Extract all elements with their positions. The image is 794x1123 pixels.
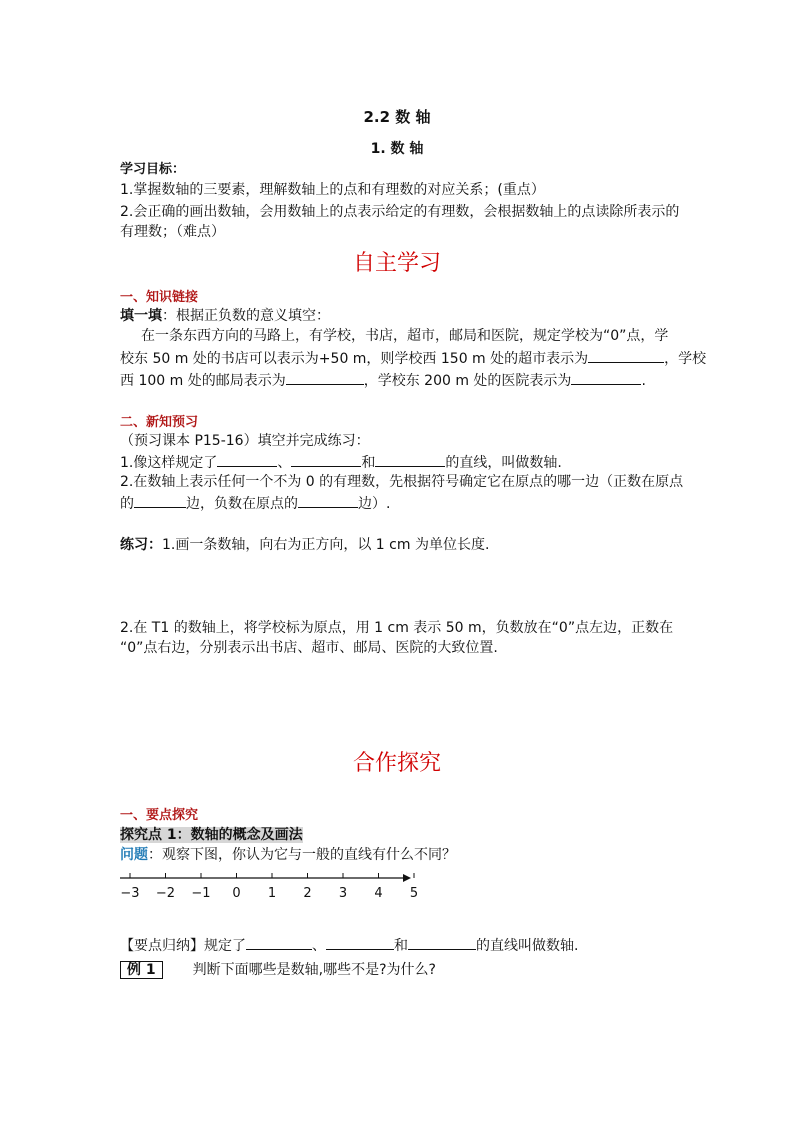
exercise-text: 1.画一条数轴，向右为正方向，以 1 cm 为单位长度. (162, 537, 490, 553)
answer-blank[interactable] (134, 493, 186, 508)
exercise-label: 练习： (120, 537, 162, 553)
question-text: 的直线，叫做数轴. (445, 455, 562, 471)
fill-prompt: ：根据正负数的意义填空： (162, 308, 330, 324)
axis-tick-label: 1 (267, 886, 277, 901)
answer-blank[interactable] (571, 370, 641, 385)
objective-1: 1.掌握数轴的三要素，理解数轴上的点和有理数的对应关系；(重点） (120, 182, 545, 198)
page-title: 2.2 数 轴 (363, 108, 431, 126)
part-title-knowledge-link: 一、知识链接 (120, 290, 199, 305)
answer-blank[interactable] (217, 452, 277, 467)
paragraph-line-2 (120, 348, 706, 369)
example-1 (120, 960, 436, 980)
question-text: 的 (120, 496, 134, 512)
preview-question-2-line-2 (120, 493, 390, 514)
fill-label: 填一填 (120, 308, 162, 324)
preview-question-1 (120, 452, 562, 473)
key-summary (120, 935, 578, 956)
axis-tick-label: 2 (303, 886, 312, 901)
answer-blank[interactable] (588, 348, 664, 363)
question-text: 边）. (358, 496, 391, 512)
question-text: ：观察下图，你认为它与一般的直线有什么不同？ (148, 847, 456, 863)
answer-blank[interactable] (408, 935, 476, 950)
question-text: 1.像这样规定了 (120, 455, 218, 471)
objective-2-line-1: 2.会正确的画出数轴，会用数轴上的点表示给定的有理数，会根据数轴上的点读除所表示的 (120, 204, 680, 220)
section-heading-cooperative: 合作探究 (352, 751, 441, 776)
section-heading-self-study: 自主学习 (352, 251, 441, 276)
answer-blank[interactable] (286, 370, 364, 385)
objectives-label: 学习目标： (120, 162, 186, 177)
preview-question-2-line-1: 2.在数轴上表示任何一个不为 0 的有理数，先根据符号确定它在原点的哪一边（正数在原点 (120, 474, 684, 490)
question-text: 边，负数在原点的 (186, 496, 298, 512)
axis-tick-label: −2 (155, 886, 176, 901)
axis-tick-label: 0 (232, 886, 241, 901)
answer-blank[interactable] (375, 452, 445, 467)
axis-tick-label: 4 (374, 886, 383, 901)
answer-blank[interactable] (326, 935, 394, 950)
explore-point-label (120, 825, 303, 845)
summary-text: 、 (312, 938, 326, 954)
paragraph-text: ，学校 (664, 351, 707, 367)
page-subtitle: 1. 数 轴 (370, 141, 424, 157)
axis-tick-label: 3 (338, 886, 348, 901)
question-line (120, 845, 456, 865)
question-text: 、 (277, 455, 292, 471)
exercise-2-line-1: 2.在 T1 的数轴上，将学校标为原点，用 1 cm 表示 50 m，负数放在“0”点左边，正数在 (120, 620, 674, 636)
example-label: 例 1 (120, 961, 163, 979)
part-title-key-points: 一、要点探究 (120, 808, 199, 823)
axis-tick-label: −3 (120, 886, 140, 901)
answer-blank[interactable] (246, 935, 312, 950)
answer-blank[interactable] (298, 493, 358, 508)
objective-2-line-2: 有理数；（难点） (120, 224, 225, 240)
exercise-1 (120, 535, 489, 555)
explore-point-text: 探究点 1：数轴的概念及画法 (120, 827, 303, 843)
paragraph-line-3 (120, 370, 646, 391)
preview-note: （预习课本 P15-16）填空并完成练习： (120, 433, 370, 449)
axis-tick-label: 5 (409, 886, 418, 901)
paragraph-text: ，学校东 200 m 处的医院表示为 (363, 373, 572, 389)
paragraph-text: . (641, 373, 646, 389)
summary-text: 和 (394, 938, 408, 954)
number-line-figure (118, 868, 418, 902)
answer-blank[interactable] (291, 452, 361, 467)
part-title-preview: 二、新知预习 (120, 415, 199, 430)
axis-tick-label: −1 (191, 886, 211, 901)
summary-text: 的直线叫做数轴. (476, 938, 579, 954)
exercise-2-line-2: “0”点右边，分别表示出书店、超市、邮局、医院的大致位置. (120, 640, 498, 656)
fill-in-instruction (120, 306, 330, 326)
summary-text: 【要点归纳】规定了 (120, 938, 246, 954)
paragraph-text: 西 100 m 处的邮局表示为 (120, 373, 286, 389)
example-text: 判断下面哪些是数轴,哪些不是?为什么? (192, 962, 436, 978)
question-text: 和 (361, 455, 376, 471)
arrow-right-icon (403, 874, 411, 882)
question-label: 问题 (120, 847, 148, 863)
paragraph-line-1: 在一条东西方向的马路上，有学校，书店，超市，邮局和医院，规定学校为“0”点，学 (141, 328, 669, 344)
paragraph-text: 校东 50 m 处的书店可以表示为+50 m，则学校西 150 m 处的超市表示为 (120, 351, 589, 367)
